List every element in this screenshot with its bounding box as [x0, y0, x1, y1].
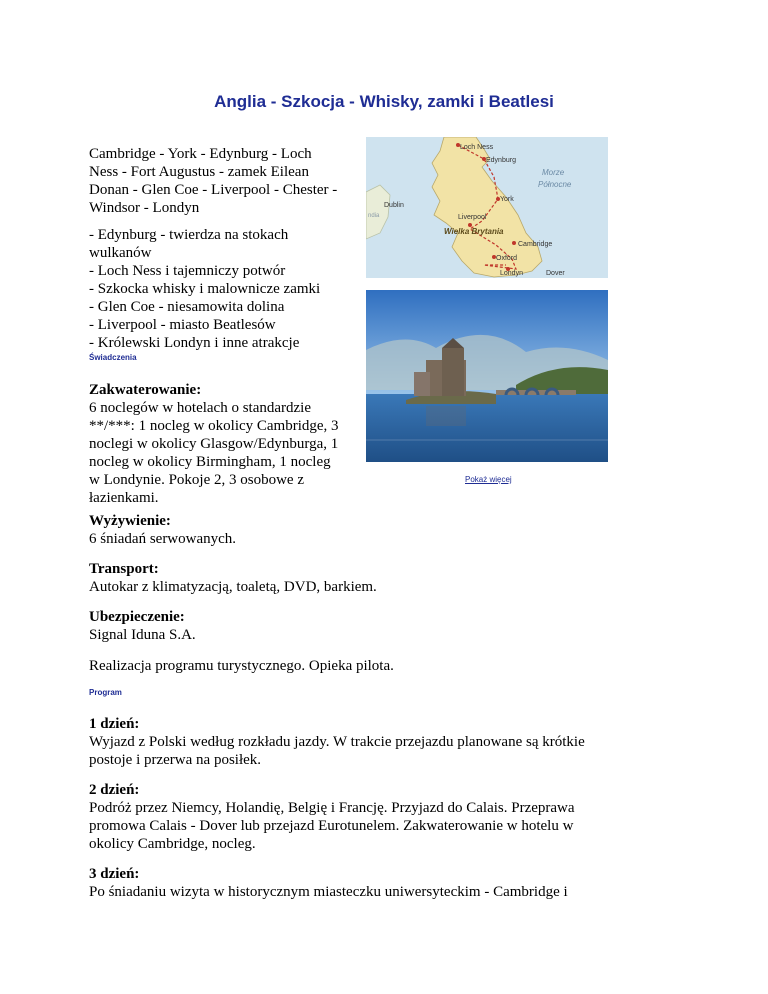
highlight-item: - Loch Ness i tajemniczy potwór [89, 263, 286, 279]
map-label: Oxford [496, 255, 518, 262]
map-label: Morze [542, 168, 565, 177]
map-label: Loch Ness [460, 144, 494, 151]
day-heading: 2 dzień: [89, 782, 140, 798]
services-heading: Świadczenia [89, 353, 137, 362]
accommodation-section [89, 381, 359, 507]
castle-photo [366, 290, 608, 462]
day-2-section [89, 781, 649, 853]
accommodation-line: łazienkami. [89, 490, 159, 506]
food-text: 6 śniadań serwowanych. [89, 531, 237, 547]
highlight-item: - Królewski Londyn i inne atrakcje [89, 335, 300, 351]
day-line: Po śniadaniu wizyta w historycznym miasteczku uniwersyteckim - Cambridge i [89, 884, 568, 900]
day-heading: 3 dzień: [89, 866, 140, 882]
map-label: York [500, 196, 514, 203]
map-label: Liverpool [458, 214, 487, 221]
map-label: Cambridge [518, 241, 553, 248]
day-line: okolicy Cambridge, nocleg. [89, 836, 256, 852]
highlight-item: - Edynburg - twierdza na stokach [89, 227, 289, 243]
map-label: Londyn [500, 270, 523, 277]
realization-text: Realizacja programu turystycznego. Opieka pilota. [89, 658, 394, 674]
map-label: Północne [538, 180, 572, 189]
day-heading: 1 dzień: [89, 716, 140, 732]
day-line: promowa Calais - Dover lub przejazd Eurotunelem. Zakwaterowanie w hotelu w [89, 818, 574, 834]
route-line: Windsor - Londyn [89, 200, 200, 216]
day-line: postoje i przerwa na posiłek. [89, 752, 262, 768]
food-heading: Wyżywienie: [89, 513, 171, 529]
highlights-list [89, 226, 320, 352]
accommodation-line: noclegi w okolicy Glasgow/Edynburga, 1 [89, 436, 339, 452]
day-1-section [89, 715, 649, 769]
day-line: Wyjazd z Polski według rozkładu jazdy. W trakcie przejazdu planowane są krótkie [89, 734, 585, 750]
insurance-section [89, 608, 196, 644]
map-label: Edynburg [486, 157, 516, 164]
map-label: Dover [546, 270, 565, 277]
route-line: Donan - Glen Coe - Liverpool - Chester - [89, 182, 338, 198]
accommodation-line: 6 noclegów w hotelach o standardzie [89, 400, 312, 416]
transport-section [89, 560, 377, 596]
accommodation-line: w Londynie. Pokoje 2, 3 osobowe z [89, 472, 304, 488]
highlight-item: - Szkocka whisky i malownicze zamki [89, 281, 321, 297]
highlight-item: - Glen Coe - niesamowita dolina [89, 299, 285, 315]
transport-text: Autokar z klimatyzacją, toaletą, DVD, barkiem. [89, 579, 377, 595]
insurance-heading: Ubezpieczenie: [89, 609, 185, 625]
map-label: ndia [368, 213, 380, 219]
page-title: Anglia - Szkocja - Whisky, zamki i Beatlesi [214, 92, 554, 111]
show-more-link[interactable]: Pokaż więcej [465, 475, 512, 484]
program-heading: Program [89, 688, 122, 697]
day-3-section [89, 865, 649, 901]
accommodation-line: nocleg w okolicy Birmingham, 1 nocleg [89, 454, 331, 470]
uk-map-image [366, 137, 608, 278]
accommodation-heading: Zakwaterowanie: [89, 382, 202, 398]
map-label: Wielka Brytania [444, 227, 504, 236]
insurance-text: Signal Iduna S.A. [89, 627, 196, 643]
accommodation-line: **/***: 1 nocleg w okolicy Cambridge, 3 [89, 418, 339, 434]
route-line: Cambridge - York - Edynburg - Loch [89, 146, 312, 162]
route-line: Ness - Fort Augustus - zamek Eilean [89, 164, 309, 180]
highlight-item: - Liverpool - miasto Beatlesów [89, 317, 276, 333]
map-label: Dublin [384, 202, 404, 209]
transport-heading: Transport: [89, 561, 159, 577]
day-line: Podróż przez Niemcy, Holandię, Belgię i Francję. Przyjazd do Calais. Przeprawa [89, 800, 575, 816]
food-section [89, 512, 236, 548]
route-text [89, 145, 337, 217]
highlight-item: wulkanów [89, 245, 152, 261]
